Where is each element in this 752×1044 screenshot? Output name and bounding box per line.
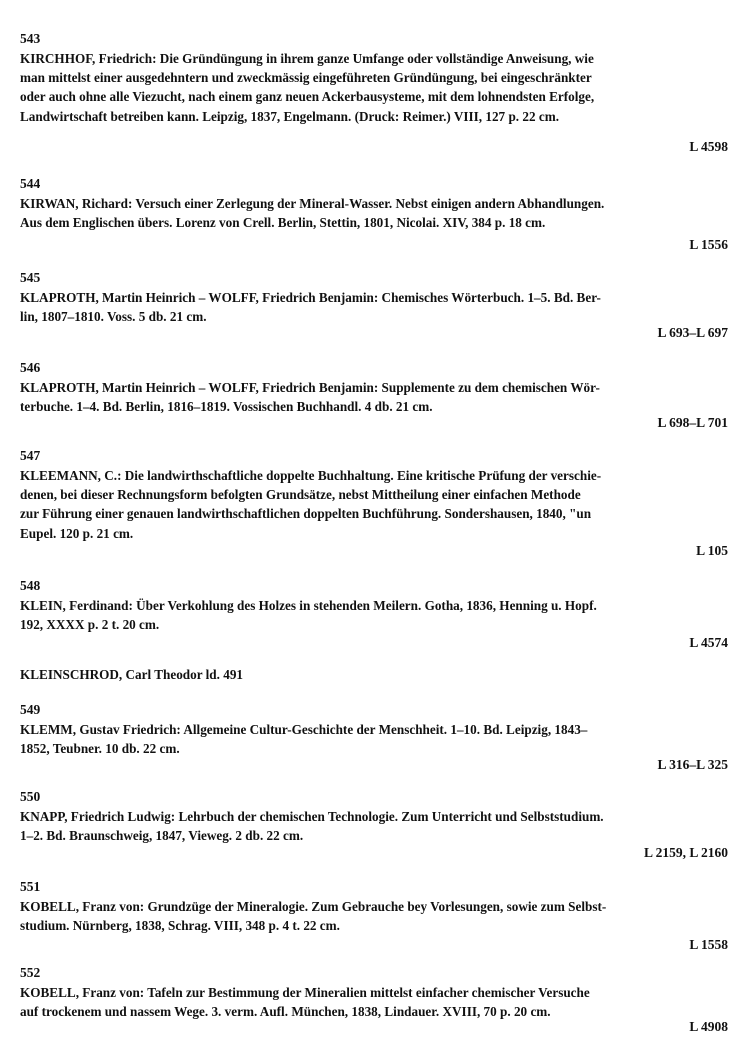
catalogue-entry	[20, 964, 732, 1036]
entry-number: 551	[20, 879, 41, 894]
entry-text	[20, 720, 732, 758]
entry-line: KOBELL, Franz von: Tafeln zur Bestimmung der Mineralien mittelst einfacher chemischer Versuche	[20, 985, 590, 1000]
entry-line: KLEEMANN, C.: Die landwirthschaftliche doppelte Buchhaltung. Eine kritische Prüfung der verschie-	[20, 468, 602, 483]
entry-text	[20, 288, 732, 326]
entry-line: man mittelst einer ausgedehntern und zweckmässig eingeführeten Gründüngung, bei eingeschränkter	[20, 70, 592, 86]
call-number: L 693–L 697	[657, 325, 728, 341]
call-number: L 1558	[689, 937, 728, 953]
entry-line: Eupel. 120 p. 21 cm.	[20, 525, 134, 541]
call-number: L 4598	[689, 138, 728, 154]
entry-line: KNAPP, Friedrich Ludwig: Lehrbuch der chemischen Technologie. Zum Unterricht und Selbststudium.	[20, 809, 604, 824]
entry-line: oder auch ohne alle Viezucht, nach einem ganz neuen Ackerbausysteme, mit dem lohnendsten Erfolge,	[20, 89, 595, 105]
entry-text	[20, 596, 732, 634]
entry-line: 1852, Teubner. 10 db. 22 cm.	[20, 741, 180, 757]
entry-line: Landwirtschaft betreiben kann. Leipzig, 1837, Engelmann. (Druck: Reimer.) VIII, 127 p. 22 cm.	[20, 108, 559, 124]
entry-line: KLEIN, Ferdinand: Über Verkohlung des Holzes in stehenden Meilern. Gotha, 1836, Henning u. Hopf.	[20, 598, 597, 613]
entry-line: Aus dem Englischen übers. Lorenz von Crell. Berlin, Stettin, 1801, Nicolai. XIV, 384 p. 18 cm.	[20, 215, 546, 231]
entry-text	[20, 897, 732, 935]
catalogue-entry	[20, 359, 732, 432]
call-number: L 105	[696, 542, 728, 558]
cross-reference: KLEINSCHROD, Carl Theodor ld. 491	[20, 667, 244, 682]
entry-line: studium. Nürnberg, 1838, Schrag. VIII, 348 p. 4 t. 22 cm.	[20, 918, 340, 934]
entry-number: 549	[20, 702, 41, 717]
entry-number: 548	[20, 578, 41, 593]
entry-number: 543	[20, 31, 41, 46]
entry-line: 1–2. Bd. Braunschweig, 1847, Vieweg. 2 db. 22 cm.	[20, 828, 304, 844]
entry-number: 545	[20, 270, 41, 285]
catalogue-entry	[20, 447, 732, 560]
entry-line: zur Führung einer genauen landwirthschaftlichen doppelten Buchführung. Sondershausen, 1840, "un	[20, 506, 592, 522]
entry-line: KLAPROTH, Martin Heinrich – WOLFF, Friedrich Benjamin: Chemisches Wörterbuch. 1–5. Bd. Ber-	[20, 290, 601, 305]
entry-text	[20, 466, 732, 543]
entry-text	[20, 983, 732, 1021]
call-number: L 4574	[689, 635, 728, 651]
entry-number: 550	[20, 789, 41, 804]
call-number: L 698–L 701	[657, 415, 728, 431]
entry-number: 552	[20, 965, 41, 980]
entry-text	[20, 194, 732, 232]
call-number: L 1556	[689, 237, 728, 253]
entry-line: KLAPROTH, Martin Heinrich – WOLFF, Friedrich Benjamin: Supplemente zu dem chemischen Wör-	[20, 380, 600, 395]
entry-line: lin, 1807–1810. Voss. 5 db. 21 cm.	[20, 309, 207, 325]
entry-line: auf trockenem und nassem Wege. 3. verm. Aufl. München, 1838, Lindauer. XVIII, 70 p. 20 cm.	[20, 1004, 551, 1020]
catalogue-entry	[20, 577, 732, 652]
entry-text	[20, 807, 732, 845]
entry-number: 546	[20, 360, 41, 375]
catalogue-entry	[20, 878, 732, 954]
catalogue-entry	[20, 175, 732, 254]
entry-line: KOBELL, Franz von: Grundzüge der Mineralogie. Zum Gebrauche bey Vorlesungen, sowie zum Selbst-	[20, 899, 607, 914]
entry-number: 544	[20, 176, 41, 191]
entry-line: KIRWAN, Richard: Versuch einer Zerlegung der Mineral-Wasser. Nebst einigen andern Abhandlungen.	[20, 196, 605, 211]
entry-line: KIRCHHOF, Friedrich: Die Gründüngung in ihrem ganze Umfange oder vollständige Anweisung, wie	[20, 51, 594, 66]
entry-line: 192, XXXX p. 2 t. 20 cm.	[20, 617, 160, 633]
catalogue-entry	[20, 788, 732, 862]
call-number: L 316–L 325	[657, 757, 728, 773]
entry-line: denen, bei dieser Rechnungsform befolgten Grundsätze, nebst Mittheilung einer einfachen Methode	[20, 487, 581, 503]
entry-line: KLEMM, Gustav Friedrich: Allgemeine Cultur-Geschichte der Menschheit. 1–10. Bd. Leipzig, 1843–	[20, 722, 588, 737]
entry-number: 547	[20, 448, 41, 463]
catalogue-entry	[20, 701, 732, 774]
entry-text	[20, 49, 732, 126]
catalogue-entry	[20, 30, 732, 156]
entry-line: terbuche. 1–4. Bd. Berlin, 1816–1819. Vossischen Buchhandl. 4 db. 21 cm.	[20, 399, 433, 415]
entry-text	[20, 378, 732, 416]
call-number: L 2159, L 2160	[643, 845, 728, 861]
call-number: L 4908	[689, 1019, 728, 1035]
catalogue-entry	[20, 269, 732, 342]
